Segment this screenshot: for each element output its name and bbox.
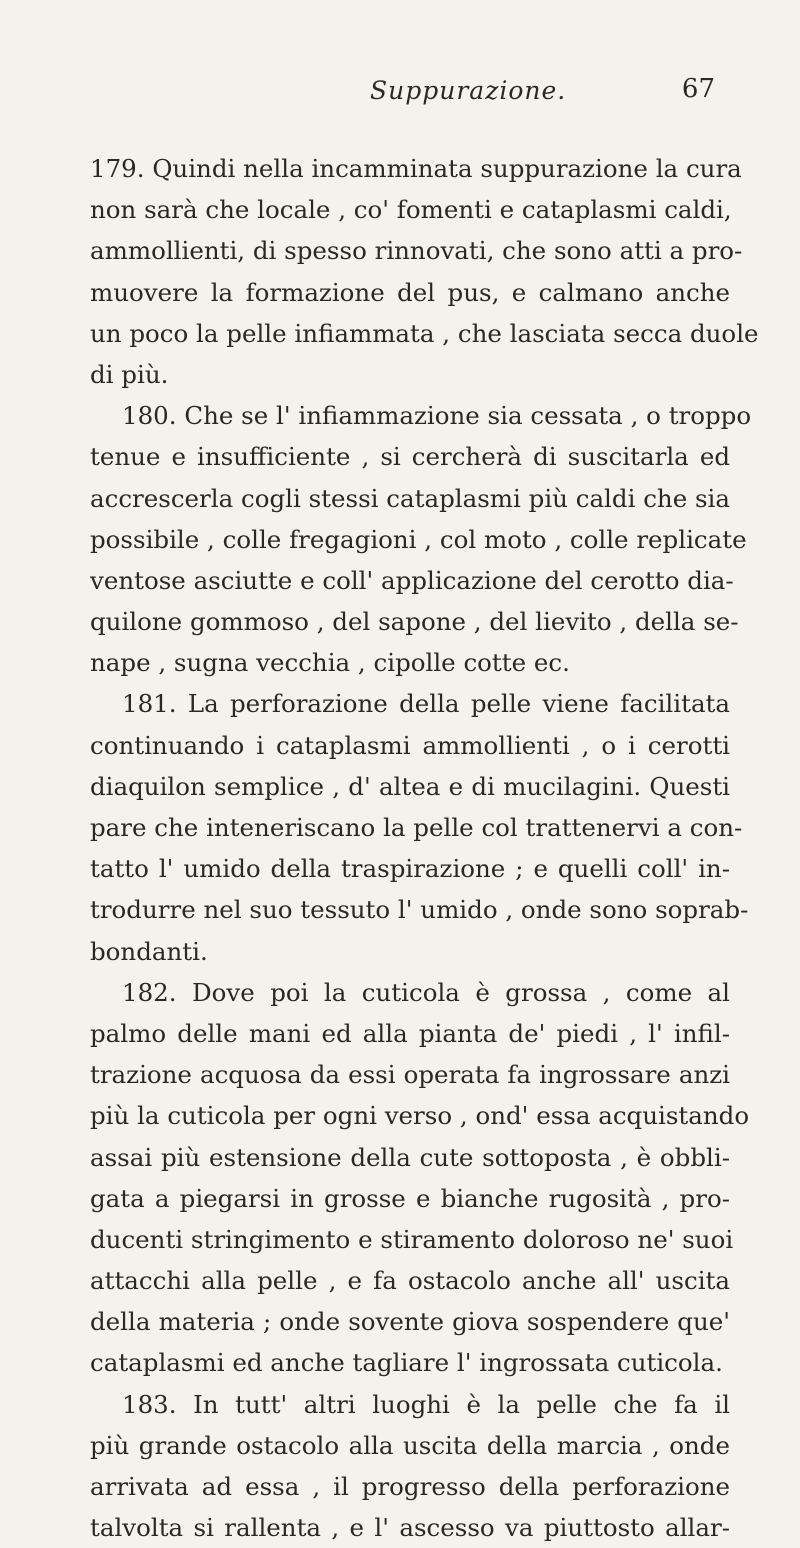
text-line: muovere la formazione del pus, e calmano anche [90,277,730,307]
text-line: 180. Che se l' infiammazione sia cessata , o troppo [122,401,752,431]
text-line: 181. La perforazione della pelle viene facilitata [122,689,730,719]
text-line: arrivata ad essa , il progresso della perforazione [90,1472,730,1501]
text-line: 183. In tutt' altri luoghi è la pelle che fa il [122,1389,730,1419]
text-line: trazione acquosa da essi operata fa ingrossare anzi [90,1060,730,1090]
text-line: continuando i cataplasmi ammollienti , o i cerotti [90,730,730,760]
text-line: ammollienti, di spesso rinnovati, che sono atti a pro- [90,236,743,266]
text-line: più la cuticola per ogni verso , ond' essa acquistando [90,1101,750,1131]
running-header [175,72,715,112]
text-line: ventose asciutte e coll' applicazione del cerotto dia- [90,565,734,595]
text-line: gata a piegarsi in grosse e bianche rugosità , pro- [90,1183,730,1213]
text-line: nape , sugna vecchia , cipolle cotte ec. [90,648,570,678]
text-line: tatto l' umido della traspirazione ; e quelli coll' in- [90,854,730,884]
text-line: pare che inteneriscano la pelle col trattenervi a con- [90,813,743,842]
text-line: attacchi alla pelle , e fa ostacolo anche all' uscita [90,1266,730,1296]
text-line: un poco la pelle infiammata , che lasciata secca duole [90,318,759,348]
text-line: più grande ostacolo alla uscita della marcia , onde [90,1430,730,1460]
body-text [90,148,759,1548]
header-title: Suppurazione. [370,76,567,105]
text-line: trodurre nel suo tessuto l' umido , onde sono soprab- [90,895,749,925]
text-line: 179. Quindi nella incamminata suppurazione la cura [90,154,742,183]
text-line: possibile , colle fregagioni , col moto , colle replicate [90,524,747,554]
text-line: non sarà che locale , co' fomenti e cataplasmi caldi, [90,195,732,225]
text-line: quilone gommoso , del sapone , del lievito , della se- [90,607,739,637]
text-line: assai più estensione della cute sottoposta , è obbli- [90,1142,730,1172]
text-line: tenue e insufficiente , si cercherà di suscitarla ed [90,442,730,472]
text-line: diaquilon semplice , d' altea e di mucilagini. Questi [90,771,730,801]
page-number: 67 [681,74,715,104]
text-line: 182. Dove poi la cuticola è grossa , come al [122,977,730,1007]
text-line: accrescerla cogli stessi cataplasmi più caldi che sia [90,483,730,513]
text-line: cataplasmi ed anche tagliare l' ingrossata cuticola. [90,1348,723,1378]
text-line: palmo delle mani ed alla pianta de' piedi , l' infil- [90,1018,730,1048]
text-line: bondanti. [90,936,208,966]
text-line: della materia ; onde sovente giova sospendere que' [90,1307,730,1337]
text-line: ducenti stringimento e stiramento doloroso ne' suoi [90,1224,734,1254]
text-line: talvolta si rallenta , e l' ascesso va piuttosto allar- [90,1513,730,1543]
text-line: di più. [90,359,169,389]
